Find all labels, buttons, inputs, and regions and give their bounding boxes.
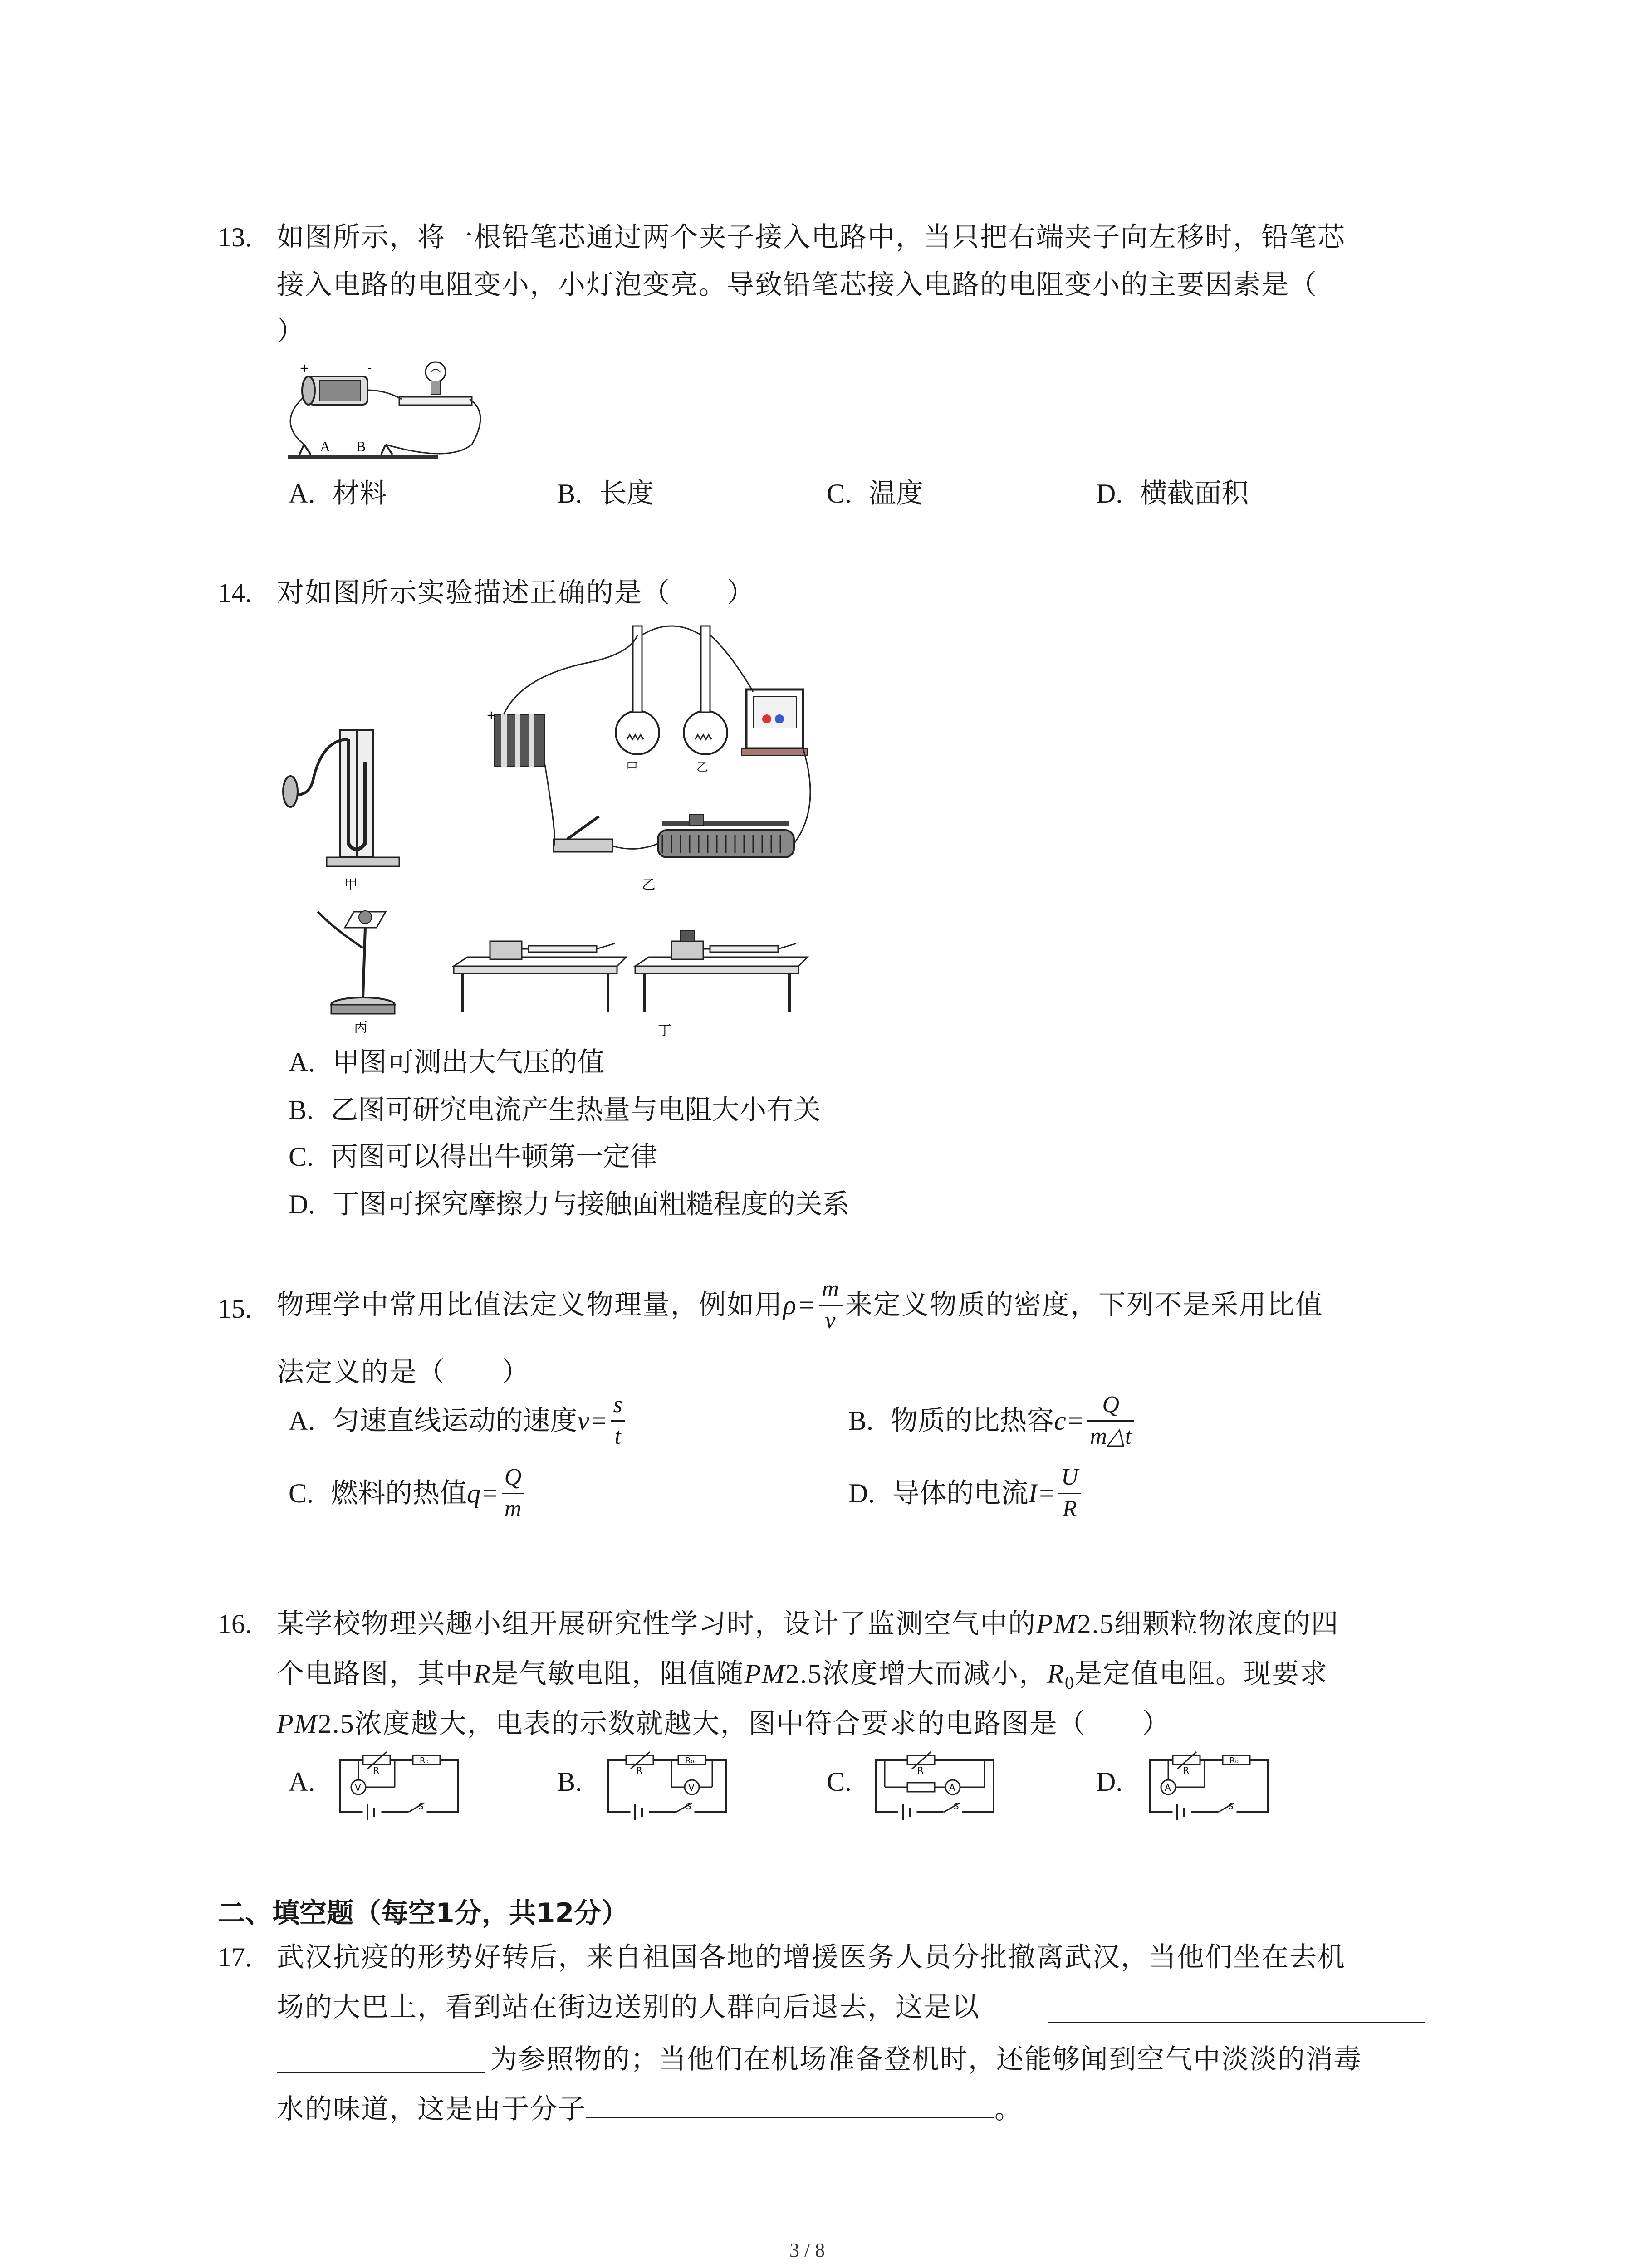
q17-line2: 场的大巴上，看到站在街边送别的人群向后退去，这是以 (277, 1991, 980, 2023)
q14-flask-yi-label: 乙 (696, 761, 709, 774)
q15-stem-line1: 物理学中常用比值法定义物理量，例如用 ρ= $\frac{m}{v}$ 来定义物质的密度，下列不是采用比值 (277, 1276, 1323, 1334)
svg-text:R: R (1183, 1765, 1189, 1776)
q13-clip-a-label: A (320, 438, 331, 455)
q15-option-a[interactable]: A. 匀速直线运动的速度 v= $\frac{s}{t}$ (289, 1393, 628, 1449)
q13-option-a[interactable]: A. 材料 (289, 478, 387, 509)
q13-clip-b-label: B (356, 438, 366, 455)
page-number: 3 / 8 (789, 2239, 825, 2261)
svg-text:R₀: R₀ (1230, 1756, 1239, 1765)
svg-text:S: S (686, 1802, 691, 1811)
q17-number: 17. (218, 1942, 252, 1972)
q14-label-bing: 丙 (354, 1020, 367, 1036)
q13-circuit-figure (277, 354, 495, 472)
q14-option-a[interactable]: A. 甲图可测出大气压的值 (289, 1046, 605, 1078)
q13-stem-line3: ） (277, 315, 305, 347)
q14-figure-bing (299, 903, 417, 1039)
q15-option-c[interactable]: C. 燃料的热值 q= $\frac{Q}{m}$ (289, 1465, 527, 1521)
q13-option-c[interactable]: C. 温度 (827, 478, 924, 509)
q13-option-d[interactable]: D. 横截面积 (1096, 478, 1249, 509)
q14-option-b[interactable]: B. 乙图可研究电流产生热量与电阻大小有关 (289, 1094, 821, 1126)
q16-option-a[interactable]: A. (289, 1767, 315, 1797)
q16-circuit-d (1146, 1751, 1273, 1819)
svg-text:S: S (418, 1802, 424, 1811)
q14-figure-ding (449, 916, 812, 1039)
q14-option-c[interactable]: C. 丙图可以得出牛顿第一定律 (289, 1141, 658, 1173)
q13-number: 13. (218, 222, 252, 252)
q16-circuit-c (871, 1751, 998, 1819)
q17-line1: 武汉抗疫的形势好转后，来自祖国各地的增援医务人员分批撤离武汉，当他们坐在去机 (277, 1941, 1346, 1973)
q13-stem-line1: 如图所示，将一根铅笔芯通过两个夹子接入电路中，当只把右端夹子向左移时，铅笔芯 (277, 221, 1346, 253)
q14-figure-yi (476, 617, 826, 898)
q15-option-d[interactable]: D. 导体的电流 I= $\frac{U}{R}$ (848, 1465, 1084, 1521)
svg-text:V: V (688, 1782, 695, 1793)
q13-plus-label: + (299, 362, 309, 375)
q16-option-d[interactable]: D. (1096, 1767, 1123, 1797)
svg-text:V: V (355, 1782, 361, 1793)
q15-stem-line2: 法定义的是（ ） (277, 1356, 530, 1388)
q17-line4: 水的味道，这是由于分子 。 (277, 2093, 1023, 2125)
q14-option-d[interactable]: D. 丁图可探究摩擦力与接触面粗糙程度的关系 (289, 1188, 850, 1220)
q16-circuit-a (336, 1751, 463, 1819)
q13-option-b[interactable]: B. 长度 (557, 478, 654, 509)
q14-number: 14. (218, 578, 252, 608)
q14-flask-jia-label: 甲 (626, 761, 638, 774)
q17-blank-1-cont[interactable] (277, 2072, 485, 2073)
svg-text:S: S (954, 1802, 959, 1811)
svg-text:R: R (636, 1765, 642, 1776)
q16-stem-line3: PM2.5浓度越大，电表的示数就越大，图中符合要求的电路图是（ ） (277, 1708, 1171, 1740)
q16-number: 16. (218, 1609, 252, 1639)
q16-stem-line1: 某学校物理兴趣小组开展研究性学习时，设计了监测空气中的PM2.5细颗粒物浓度的四 (277, 1608, 1339, 1640)
q17-blank-2[interactable] (586, 2117, 994, 2118)
q16-option-b[interactable]: B. (557, 1767, 583, 1797)
q16-stem-line2: 个电路图，其中R是气敏电阻，阻值随PM2.5浓度增大而减小，$R_0$是定值电阻。现要求 (277, 1658, 1328, 1693)
q17-blank-1[interactable] (1048, 2022, 1425, 2023)
q13-stem-line2: 接入电路的电阻变小，小灯泡变亮。导致铅笔芯接入电路的电阻变小的主要因素是（ (277, 269, 1318, 301)
q14-stem: 对如图所示实验描述正确的是（ ） (277, 577, 755, 609)
q13-minus-label: - (367, 362, 372, 375)
svg-text:A: A (1165, 1782, 1171, 1793)
q16-circuit-b (603, 1751, 730, 1819)
svg-text:R: R (373, 1765, 379, 1776)
q14-label-yi: 乙 (642, 877, 656, 893)
q14-label-jia: 甲 (344, 877, 358, 893)
svg-text:R₀: R₀ (685, 1756, 694, 1765)
svg-text:A: A (949, 1782, 955, 1793)
svg-text:R₀: R₀ (420, 1756, 429, 1765)
q17-line3: 为参照物的；当他们在机场准备登机时，还能够闻到空气中淡淡的消毒 (490, 2043, 1362, 2075)
q16-option-c[interactable]: C. (827, 1767, 852, 1797)
q14-label-ding: 丁 (658, 1023, 671, 1039)
q15-number: 15. (218, 1294, 252, 1324)
section-title: 二、填空题（每空1分，共12分） (218, 1897, 629, 1929)
q15-option-b[interactable]: B. 物质的比热容 c= $\frac{Q}{m\triangle t}$ (848, 1393, 1137, 1449)
svg-text:S: S (1228, 1802, 1234, 1811)
q14-figure-jia (281, 726, 399, 903)
q14-battery-plus: + (486, 709, 496, 722)
svg-text:R: R (917, 1765, 924, 1776)
